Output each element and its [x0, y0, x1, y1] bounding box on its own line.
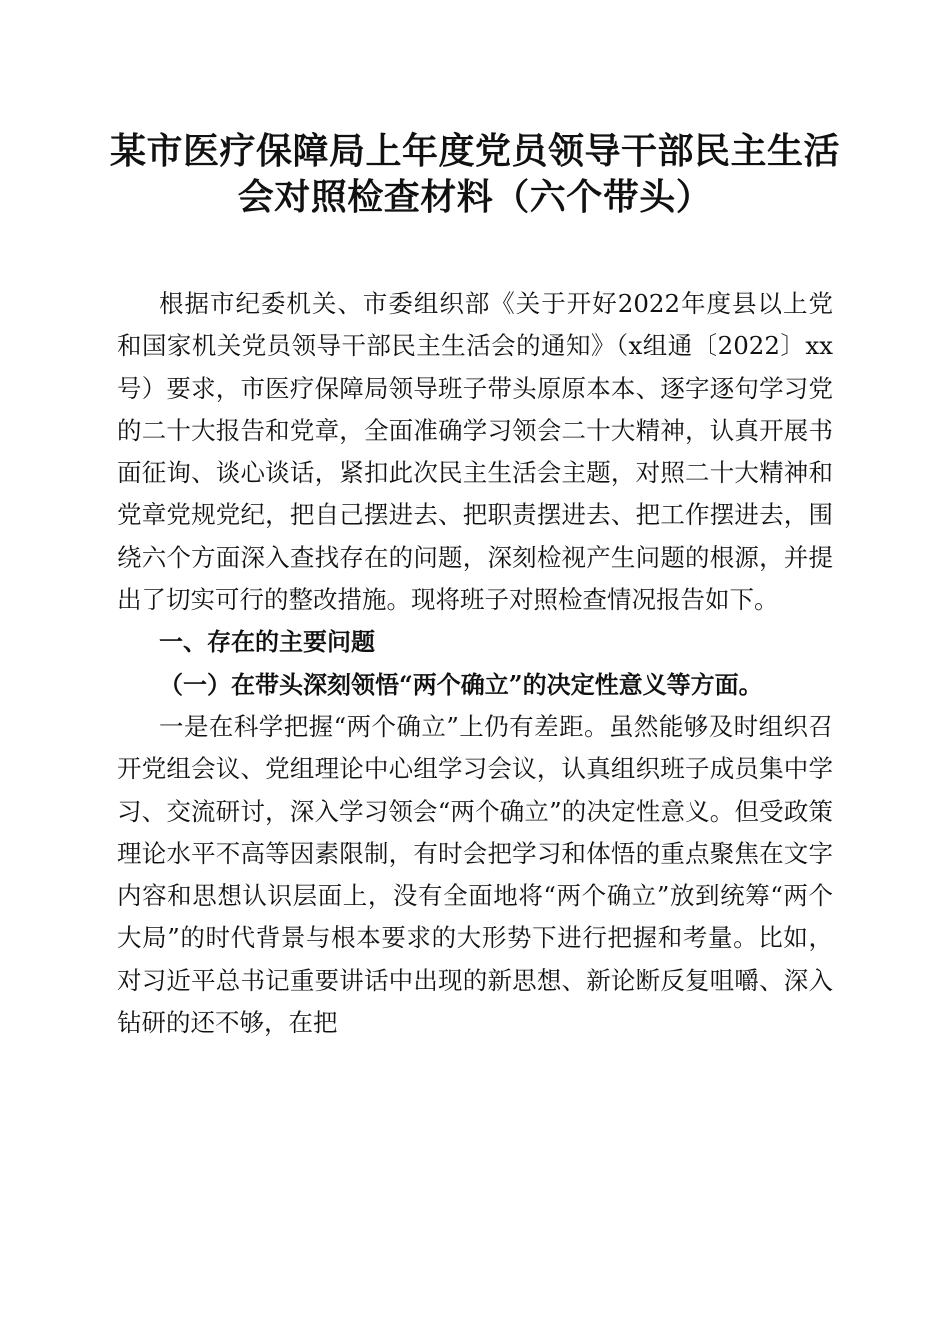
- subsection-heading: （一）在带头深刻领悟“两个确立”的决定性意义等方面。: [159, 669, 763, 699]
- section-heading: 一、存在的主要问题: [159, 628, 375, 657]
- document-body: [117, 283, 833, 1044]
- title-line-1: 某市医疗保障局上年度党员领导干部民主生活: [109, 130, 840, 172]
- point-paragraph: 一是在科学把握“两个确立”上仍有差距。虽然能够及时组织召开党组会议、党组理论中心组学习会议，认真组织班子成员集中学习、交流研讨，深入学习领会“两个确立”的决定性意义。但受政策理论水平不高等因素限制，有时会把学习和体悟的重点聚焦在文字内容和思想认识层面上，没有全面地将“两个确立”放到统筹“两个大局”的时代背景与根本要求的大形势下进行把握和考量。比如，对习近平总书记重要讲话中出现的新思想、新论断反复咀嚼、深入钻研的还不够，在把: [117, 711, 833, 1038]
- title-line-2: 会对照检查材料（六个带头）: [237, 176, 713, 218]
- intro-paragraph: 根据市纪委机关、市委组织部《关于开好2022年度县以上党和国家机关党员领导干部民主生活会的通知》（x组通〔2022〕xx号）要求，市医疗保障局领导班子带头原原本本、逐字逐句学习党的二十大报告和党章，全面准确学习领会二十大精神，认真开展书面征询、谈心谈话，紧扣此次民主生活会主题，对照二十大精神和党章党规党纪，把自己摆进去、把职责摆进去、把工作摆进去，围绕六个方面深入查找存在的问题，深刻检视产生问题的根源，并提出了切实可行的整改措施。现将班子对照检查情况报告如下。: [117, 289, 833, 615]
- document-title: [100, 128, 850, 220]
